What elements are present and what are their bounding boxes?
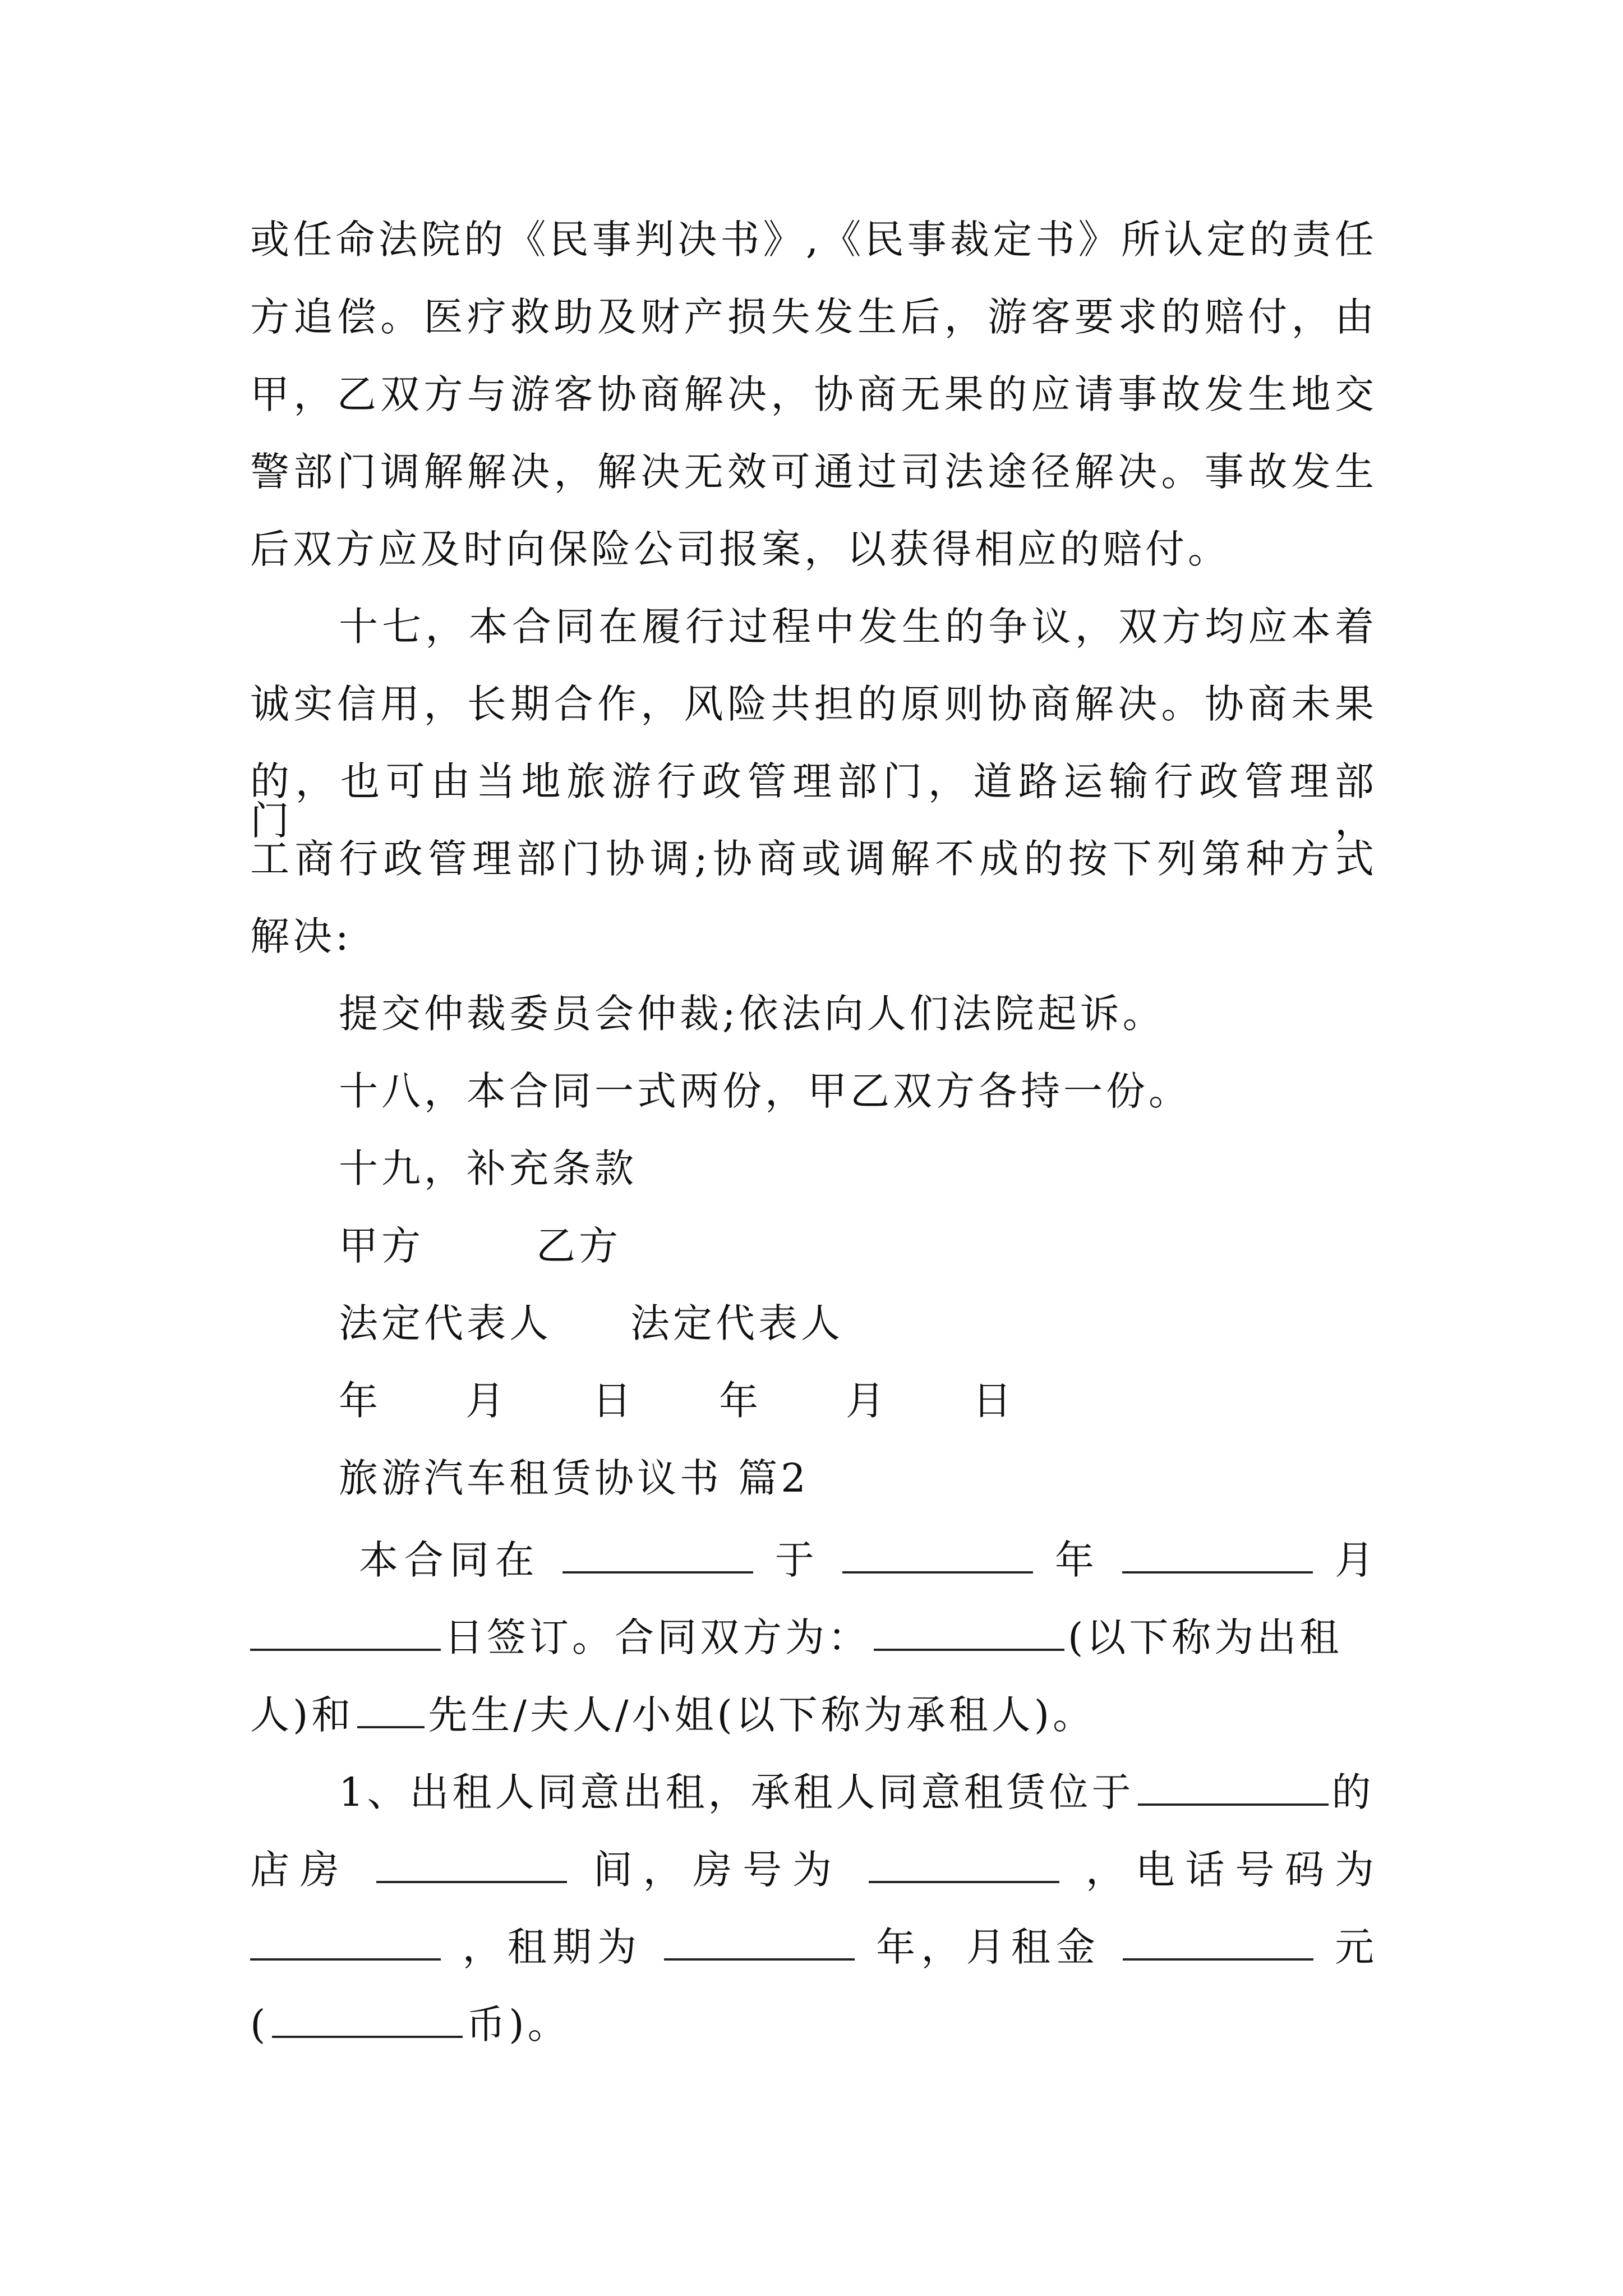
contract-text: 年，月租金 bbox=[876, 1924, 1101, 1970]
fill-blank bbox=[869, 1846, 1059, 1883]
party-b-label: 乙方 bbox=[536, 1223, 621, 1269]
contract-line-2 bbox=[250, 1613, 1377, 1660]
date-day-a: 日 bbox=[592, 1378, 635, 1424]
signature-representatives bbox=[339, 1300, 1377, 1346]
fill-blank bbox=[250, 1923, 441, 1961]
fill-blank bbox=[664, 1923, 855, 1961]
contract-text: 1、出租人同意出租，承租人同意租赁位于 bbox=[339, 1769, 1135, 1815]
date-day-b: 日 bbox=[972, 1378, 1015, 1424]
contract-line-3 bbox=[250, 1691, 1377, 1738]
fill-blank bbox=[250, 1613, 441, 1651]
date-year-a: 年 bbox=[339, 1378, 381, 1424]
contract-text: 人)和 bbox=[250, 1692, 354, 1738]
fill-blank bbox=[272, 2000, 463, 2038]
contract-text: 年 bbox=[1054, 1537, 1100, 1583]
fill-blank bbox=[874, 1613, 1064, 1651]
paragraph-line: 解决: bbox=[250, 913, 352, 959]
date-month-a: 月 bbox=[465, 1378, 508, 1424]
party-a-label: 甲方 bbox=[339, 1223, 424, 1269]
contract-line-4 bbox=[339, 1768, 1377, 1815]
paragraph-line: 的，也可由当地旅游行政管理部门，道路运输行政管理部门， bbox=[250, 758, 1377, 844]
paragraph-line: 工商行政管理部门协调;协商或调解不成的按下列第种方式 bbox=[250, 836, 1377, 882]
date-month-b: 月 bbox=[846, 1378, 888, 1424]
fill-blank bbox=[376, 1846, 567, 1883]
paragraph-line: 或任命法院的《民事判决书》,《民事裁定书》所认定的责任 bbox=[250, 217, 1377, 263]
contract-text: 日签订。合同双方为： bbox=[444, 1614, 870, 1660]
contract-text: 币)。 bbox=[466, 2001, 570, 2047]
fill-blank bbox=[1122, 1536, 1313, 1573]
rep-b-label: 法定代表人 bbox=[630, 1300, 843, 1346]
fill-blank bbox=[1138, 1768, 1329, 1806]
section-title: 旅游汽车租赁协议书 篇2 bbox=[339, 1455, 809, 1501]
date-year-b: 年 bbox=[719, 1378, 762, 1424]
contract-text: 于 bbox=[774, 1537, 820, 1583]
contract-text: 本合同在 bbox=[359, 1537, 541, 1583]
paragraph-line: 甲，乙双方与游客协商解决，协商无果的应请事故发生地交 bbox=[250, 371, 1377, 417]
contract-text: ，租期为 bbox=[462, 1924, 643, 1970]
arbitration-line: 提交仲裁委员会仲裁;依法向人们法院起诉。 bbox=[339, 991, 1165, 1037]
fill-blank bbox=[842, 1536, 1033, 1573]
contract-line-5 bbox=[250, 1846, 1377, 1893]
clause-17-line: 十七，本合同在履行过程中发生的争议，双方均应本着 bbox=[339, 604, 1377, 650]
contract-line-1 bbox=[359, 1536, 1377, 1583]
paragraph-line: 警部门调解解决，解决无效可通过司法途径解决。事故发生 bbox=[250, 449, 1377, 495]
contract-line-6 bbox=[250, 1923, 1377, 1970]
fill-blank bbox=[1123, 1923, 1313, 1961]
contract-line-7 bbox=[250, 2000, 1377, 2047]
rep-a-label: 法定代表人 bbox=[339, 1300, 552, 1346]
contract-text: 间，房号为 bbox=[593, 1847, 842, 1893]
contract-text: ，电话号码为 bbox=[1085, 1847, 1377, 1893]
paragraph-line: 方追偿。医疗救助及财产损失发生后，游客要求的赔付，由 bbox=[250, 294, 1377, 340]
contract-text: 店房 bbox=[250, 1847, 350, 1893]
contract-text: ( bbox=[250, 2001, 269, 2047]
contract-text: 的 bbox=[1331, 1769, 1375, 1815]
contract-text: 先生/夫人/小姐(以下称为承租人)。 bbox=[428, 1692, 1096, 1738]
paragraph-line: 后双方应及时向保险公司报案，以获得相应的赔付。 bbox=[250, 526, 1230, 572]
contract-text: 月 bbox=[1334, 1537, 1377, 1583]
contract-text: (以下称为出租 bbox=[1068, 1614, 1343, 1660]
contract-text: 元 bbox=[1335, 1924, 1377, 1970]
signature-dates bbox=[339, 1378, 1377, 1424]
paragraph-line: 诚实信用，长期合作，风险共担的原则协商解决。协商未果 bbox=[250, 681, 1377, 727]
signature-parties bbox=[339, 1223, 1377, 1269]
clause-18-line: 十八，本合同一式两份，甲乙双方各持一份。 bbox=[339, 1068, 1191, 1114]
fill-blank bbox=[357, 1691, 425, 1728]
fill-blank bbox=[562, 1536, 753, 1573]
clause-19-line: 十九，补充条款 bbox=[339, 1145, 637, 1191]
